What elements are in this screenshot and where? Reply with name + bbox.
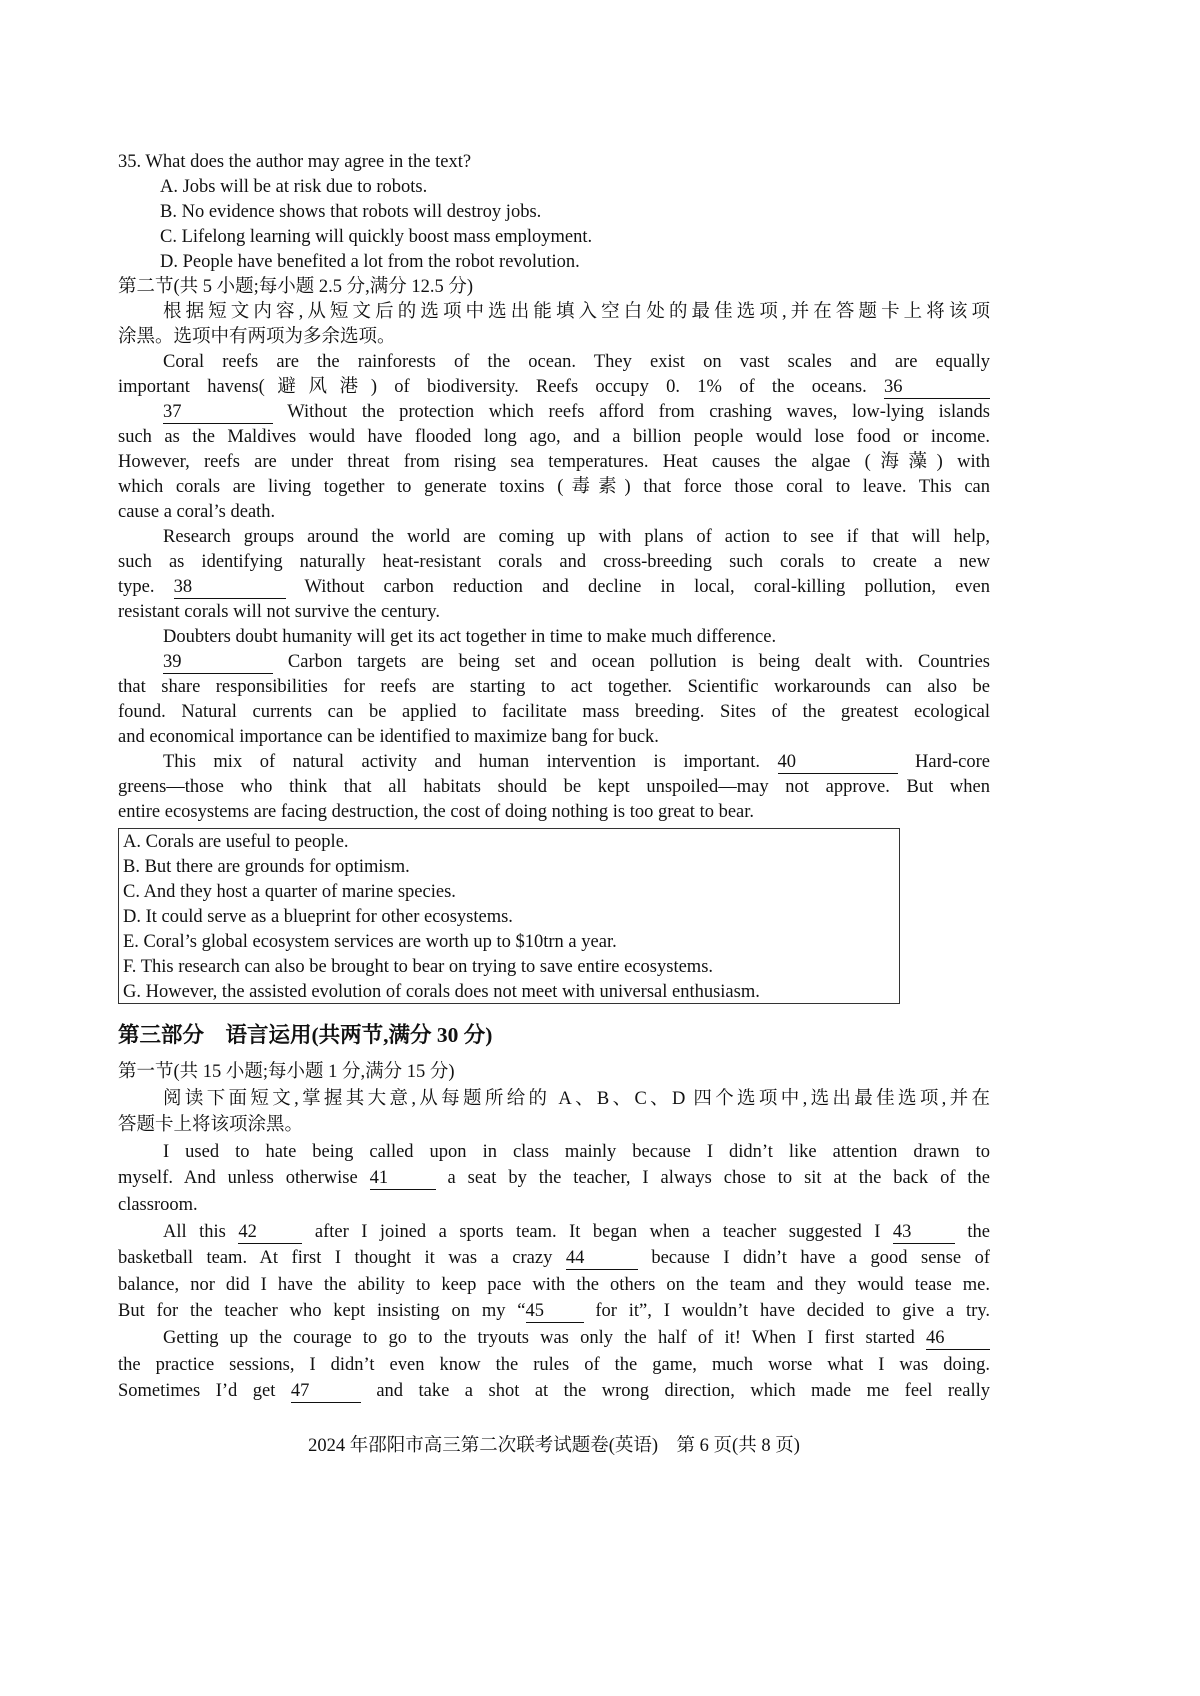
passage-text: such as the Maldives would have flooded long ago, and a billion people would lose food or income.: [118, 427, 990, 447]
passage-line: [118, 675, 990, 700]
passage-text: the: [954, 1221, 990, 1242]
answer-blank: 42: [238, 1222, 302, 1244]
passage-text: entire ecosystems are facing destruction, the cost of doing nothing is too great to bear.: [118, 802, 755, 822]
passage-line: [118, 475, 990, 500]
part-three-heading: 第三部分 语言运用(共两节,满分 30 分): [118, 1023, 493, 1047]
passage-line: [118, 525, 990, 550]
answer-blank: 45: [526, 1301, 584, 1323]
passage-text: basketball team. At first I thought it was a crazy: [118, 1248, 566, 1269]
passage-text: because I didn’t have a good sense of: [637, 1248, 990, 1269]
question-option: C. Lifelong learning will quickly boost mass employment.: [160, 227, 593, 247]
passage-text: myself. And unless otherwise: [118, 1168, 370, 1189]
answer-blank: 47: [291, 1381, 361, 1403]
passage-line: [118, 1298, 990, 1325]
passage-text: a seat by the teacher, I always chose to sit at the back of the: [435, 1168, 990, 1189]
passage-line: [118, 1325, 990, 1352]
choice-option: E. Coral’s global ecosystem services are worth up to $10trn a year.: [123, 932, 617, 952]
choice-option: F. This research can also be brought to bear on trying to save entire ecosystems.: [123, 957, 714, 977]
answer-blank: 40: [778, 752, 898, 774]
passage-line: [118, 775, 990, 800]
passage-line: [118, 800, 990, 825]
passage-text: after I joined a sports team. It began when a teacher suggested I: [302, 1221, 893, 1242]
answer-blank: 41: [370, 1168, 436, 1190]
passage-line: [118, 375, 990, 400]
passage-line: [118, 1272, 990, 1299]
question-option: D. People have benefited a lot from the robot revolution.: [160, 252, 580, 272]
passage-text: Coral reefs are the rainforests of the ocean. They exist on vast scales and are equally: [163, 352, 990, 372]
passage-text: I used to hate being called upon in class mainly because I didn’t like attention drawn to: [163, 1141, 990, 1162]
passage-line: [118, 400, 990, 425]
answer-blank: 46: [926, 1328, 990, 1350]
answer-blank: 44: [566, 1248, 638, 1270]
passage-text: classroom.: [118, 1194, 198, 1215]
passage-line: [118, 1192, 990, 1219]
answer-blank: 39: [163, 652, 273, 674]
passage-text: Research groups around the world are coming up with plans of action to see if that will help,: [163, 527, 990, 547]
passage-text: important havens(避风港) of biodiversity. Reefs occupy 0. 1% of the oceans.: [118, 377, 884, 397]
passage-line: [118, 1245, 990, 1272]
passage-text: balance, nor did I have the ability to keep pace with the others on the team and they would tease me.: [118, 1274, 990, 1295]
instructions: 涂黑。选项中有两项为多余选项。: [118, 327, 396, 347]
passage-line: [118, 700, 990, 725]
passage-text: Carbon targets are being set and ocean pollution is being dealt with. Countries: [273, 652, 990, 672]
passage-line: [118, 625, 990, 650]
answer-blank: 36: [884, 377, 990, 399]
passage-text: such as identifying naturally heat-resistant corals and cross-breeding such corals to create a new: [118, 552, 990, 572]
section-heading: 第一节(共 15 小题;每小题 1 分,满分 15 分): [118, 1062, 455, 1082]
choice-option: B. But there are grounds for optimism.: [123, 857, 410, 877]
passage-text: and take a shot at the wrong direction, which made me feel really: [360, 1381, 990, 1402]
passage-text: Sometimes I’d get: [118, 1381, 291, 1402]
passage-text: Without the protection which reefs afford from crashing waves, low-lying islands: [273, 402, 990, 422]
passage-text: All this: [163, 1221, 239, 1242]
passage-text: Getting up the courage to go to the tryouts was only the half of it! When I first started: [163, 1327, 926, 1348]
answer-blank: 37: [163, 402, 273, 424]
passage-line: [118, 550, 990, 575]
passage-text: which corals are living together to generate toxins (毒素) that force those coral to leave. This can: [118, 477, 990, 497]
passage-line: [118, 1165, 990, 1192]
passage-line: [118, 725, 990, 750]
passage-text: the practice sessions, I didn’t even know the rules of the game, much worse what I was doing.: [118, 1354, 990, 1375]
passage-line: [118, 1219, 990, 1246]
section-two-area: [118, 150, 990, 825]
passage-line: [118, 575, 990, 600]
passage-text: greens—those who think that all habitats should be kept unspoiled—may not approve. But when: [118, 777, 990, 797]
passage-text: Without carbon reduction and decline in local, coral-killing pollution, even: [285, 577, 990, 597]
page-footer: 2024 年邵阳市高三第二次联考试题卷(英语) 第 6 页(共 8 页): [308, 1436, 800, 1456]
passage-line: [118, 500, 990, 525]
passage-line: [118, 350, 990, 375]
passage-text: found. Natural currents can be applied to facilitate mass breeding. Sites of the greatest ecological: [118, 702, 990, 722]
answer-blank: 43: [893, 1222, 955, 1244]
part-three-section-one: [118, 1059, 990, 1405]
choice-option: A. Corals are useful to people.: [123, 832, 349, 852]
passage-text: resistant corals will not survive the century.: [118, 602, 440, 622]
passage-text: But for the teacher who kept insisting on my “: [118, 1301, 526, 1322]
passage-line: [118, 450, 990, 475]
instructions: 阅读下面短文,掌握其大意,从每题所给的 A、B、C、D 四个选项中,选出最佳选项,并在: [163, 1088, 990, 1109]
passage-text: This mix of natural activity and human intervention is important.: [163, 752, 778, 772]
passage-text: Doubters doubt humanity will get its act together in time to make much difference.: [163, 627, 777, 647]
passage-line: [118, 1378, 990, 1405]
question-option: B. No evidence shows that robots will destroy jobs.: [160, 202, 542, 222]
options-box: [118, 828, 900, 1004]
passage-line: [118, 1139, 990, 1166]
question-stem: 35. What does the author may agree in the text?: [118, 152, 472, 172]
instructions: 根据短文内容,从短文后的选项中选出能填入空白处的最佳选项,并在答题卡上将该项: [163, 302, 990, 322]
passage-line: [118, 750, 990, 775]
passage-text: type.: [118, 577, 174, 597]
passage-text: and economical importance can be identified to maximize bang for buck.: [118, 727, 659, 747]
section-heading: 第二节(共 5 小题;每小题 2.5 分,满分 12.5 分): [118, 277, 474, 297]
passage-text: cause a coral’s death.: [118, 502, 276, 522]
passage-text: Hard-core: [897, 752, 990, 772]
question-option: A. Jobs will be at risk due to robots.: [160, 177, 428, 197]
passage-line: [118, 600, 990, 625]
instructions: 答题卡上将该项涂黑。: [118, 1115, 304, 1136]
passage-text: for it”, I wouldn’t have decided to give a try.: [583, 1301, 990, 1322]
passage-line: [118, 650, 990, 675]
passage-text: However, reefs are under threat from rising sea temperatures. Heat causes the algae (海藻) with: [118, 452, 990, 472]
choice-option: D. It could serve as a blueprint for other ecosystems.: [123, 907, 513, 927]
answer-blank: 38: [174, 577, 286, 599]
passage-line: [118, 1352, 990, 1379]
passage-text: that share responsibilities for reefs are starting to act together. Scientific workarounds can also be: [118, 677, 990, 697]
passage-line: [118, 425, 990, 450]
choice-option: C. And they host a quarter of marine species.: [123, 882, 456, 902]
choice-option: G. However, the assisted evolution of corals does not meet with universal enthusiasm.: [123, 982, 760, 1002]
